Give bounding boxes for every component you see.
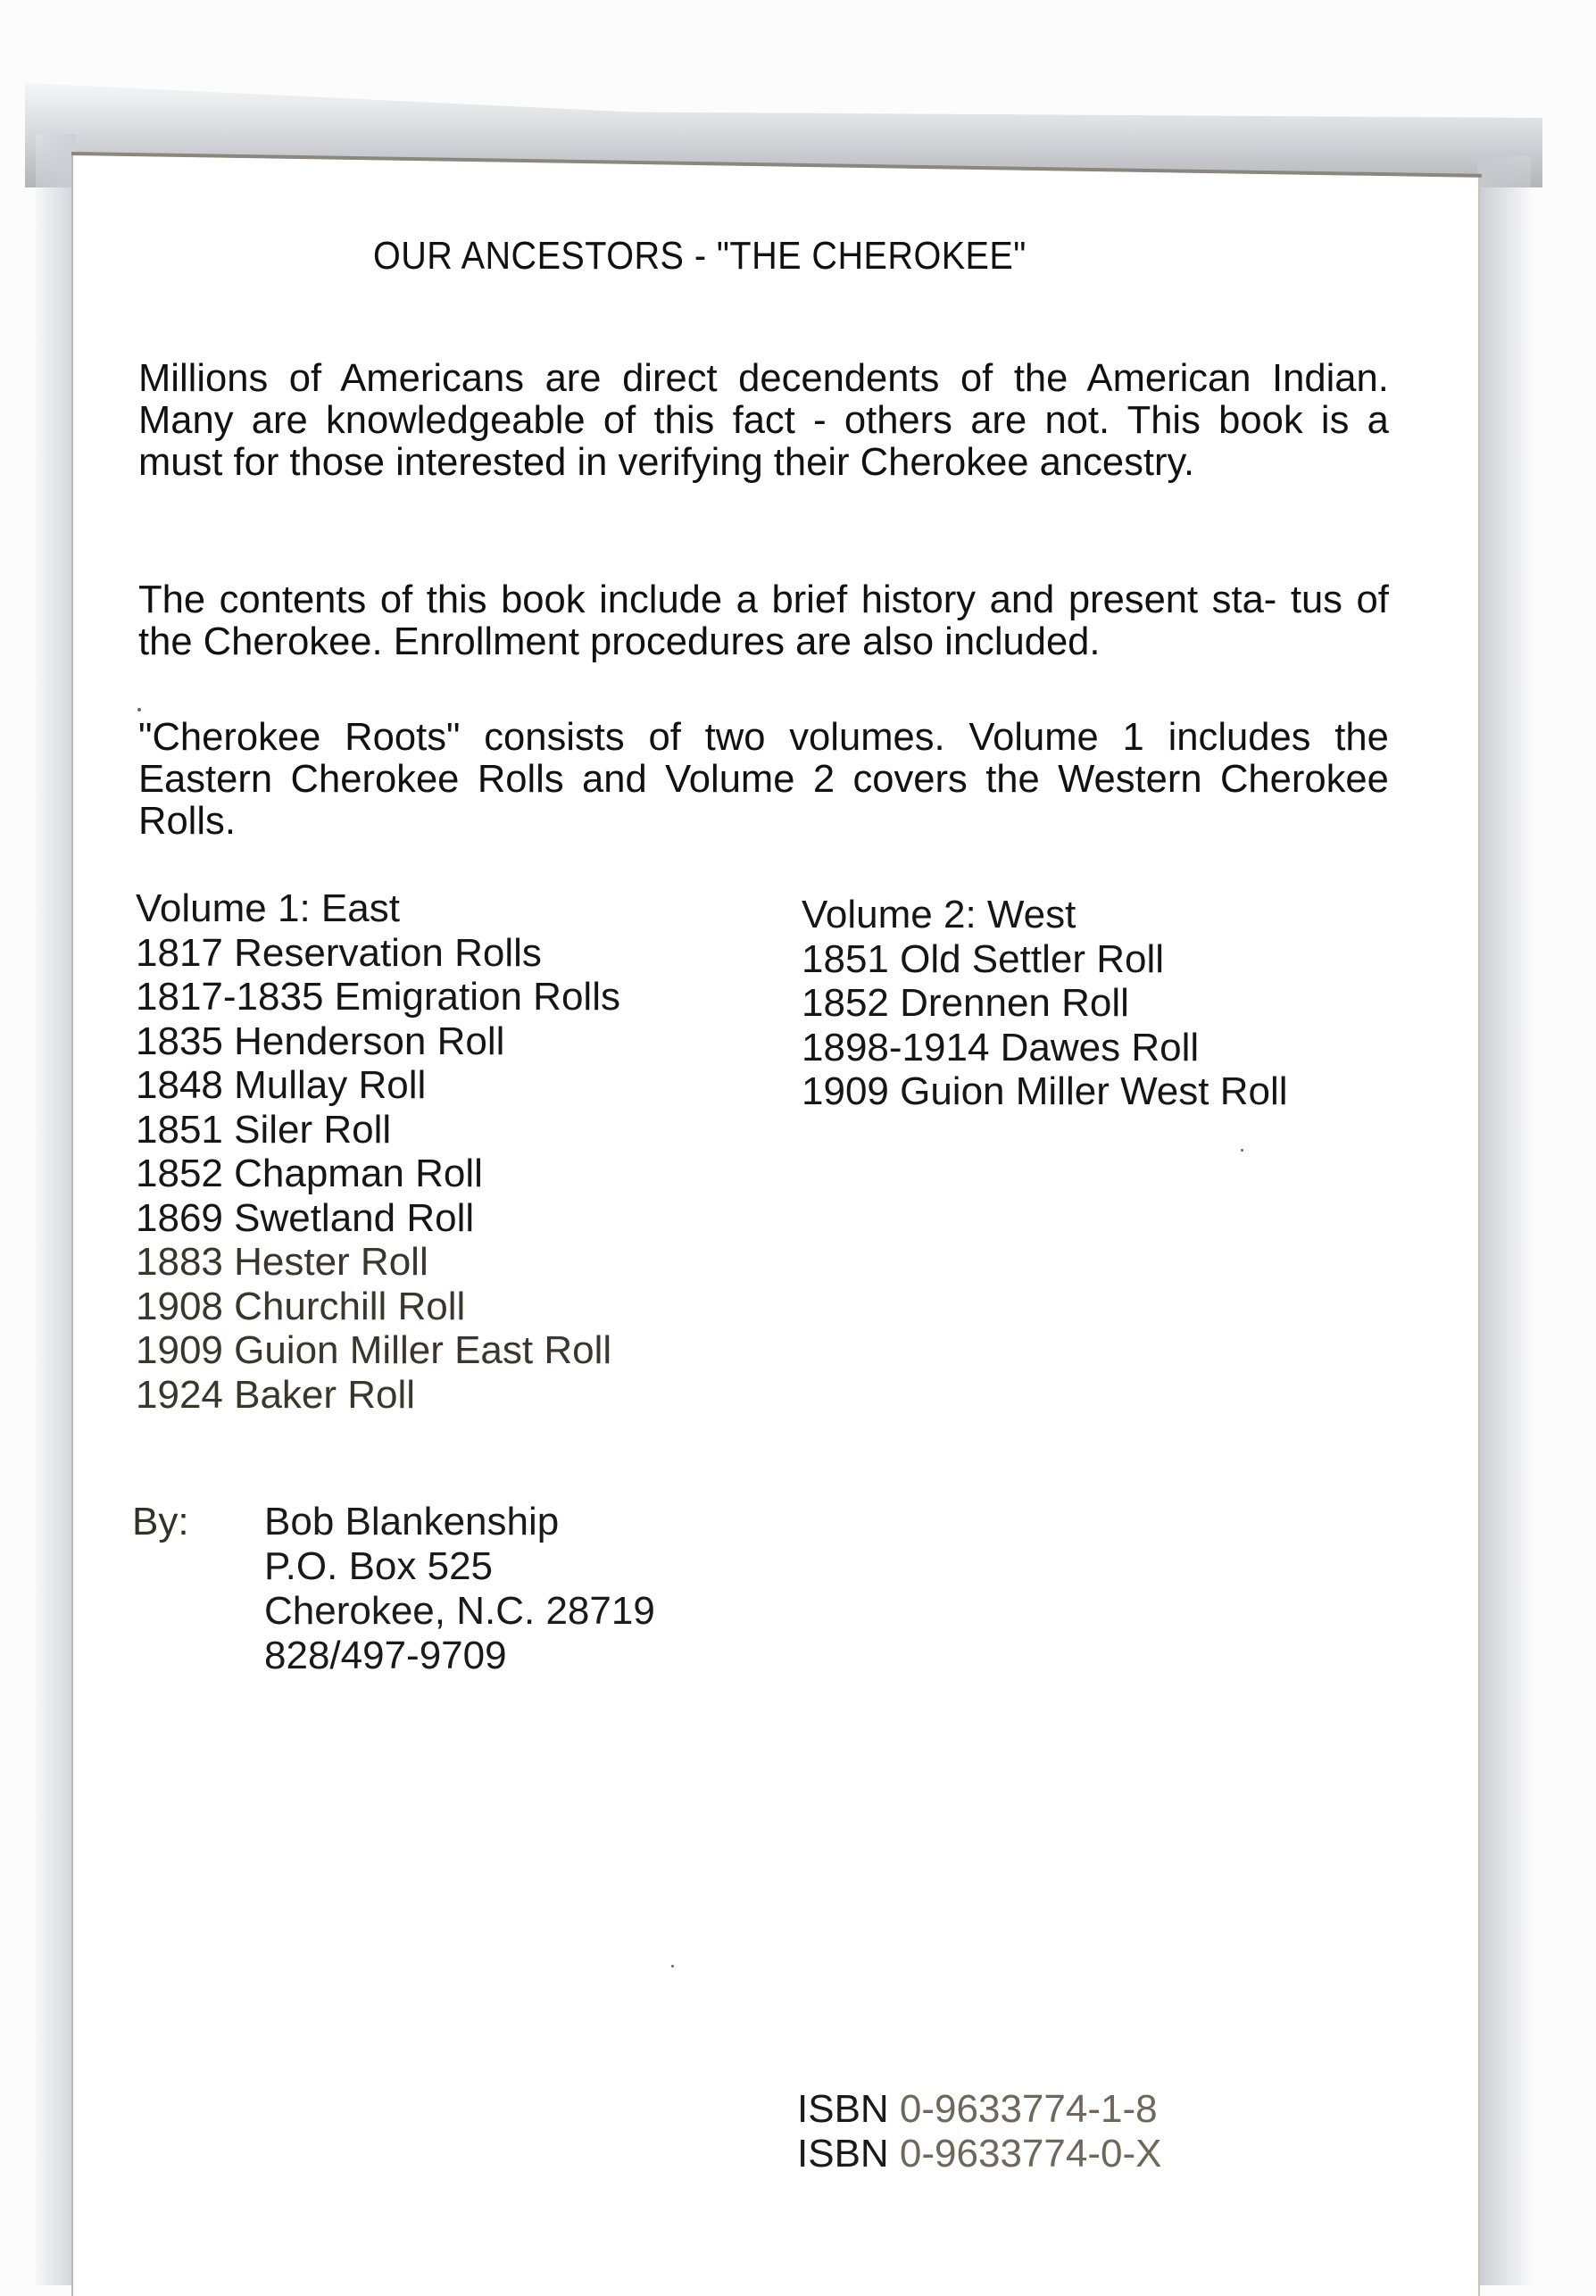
roll-item: 1852 Chapman Roll bbox=[136, 1152, 483, 1195]
page-shadow-left bbox=[36, 134, 76, 2285]
roll-item: 1852 Drennen Roll bbox=[802, 981, 1129, 1025]
isbn-number: 0-9633774-1-8 bbox=[899, 2087, 1158, 2131]
volume-east-list bbox=[136, 886, 620, 1417]
roll-item: 1883 Hester Roll bbox=[136, 1240, 428, 1284]
volume-west-list bbox=[802, 893, 1288, 1114]
roll-item: 1848 Mullay Roll bbox=[136, 1063, 427, 1107]
isbn-label: ISBN bbox=[797, 2132, 900, 2175]
roll-item: 1869 Swetland Roll bbox=[136, 1195, 475, 1240]
volume-east-heading: Volume 1: East bbox=[136, 886, 400, 930]
contents-paragraph bbox=[138, 578, 1401, 662]
isbn-line bbox=[797, 2132, 1161, 2176]
isbn-line bbox=[797, 2087, 1161, 2132]
cover-title: OUR ANCESTORS - "THE CHEROKEE" bbox=[373, 234, 1027, 278]
isbn-block bbox=[797, 2087, 1161, 2176]
author-phone: 828/497-9709 bbox=[264, 1634, 507, 1677]
roll-item: 1898-1914 Dawes Roll bbox=[802, 1025, 1200, 1069]
roll-item: 1851 Siler Roll bbox=[136, 1107, 392, 1152]
roll-item: 1909 Guion Miller West Roll bbox=[802, 1069, 1288, 1113]
print-speck bbox=[1241, 1149, 1243, 1152]
roll-item: 1908 Churchill Roll bbox=[136, 1284, 466, 1328]
print-speck bbox=[137, 708, 141, 711]
intro-paragraph-text: Millions of Americans are direct decendents of the American Indian. Many are knowledgeable of this fact - others are not. This book is a must for those interested in verifying their Cherokee ancestry. bbox=[138, 356, 1389, 484]
isbn-number: 0-9633774-0-X bbox=[899, 2132, 1162, 2175]
roll-item: 1924 Baker Roll bbox=[136, 1372, 416, 1417]
author-address-line2: Cherokee, N.C. 28719 bbox=[264, 1589, 655, 1633]
roll-item: 1835 Henderson Roll bbox=[136, 1019, 505, 1063]
author-name: Bob Blankenship bbox=[264, 1500, 560, 1543]
author-address-line1: P.O. Box 525 bbox=[264, 1544, 494, 1588]
page-shadow-right bbox=[1477, 156, 1531, 2285]
roll-item: 1817 Reservation Rolls bbox=[136, 930, 542, 975]
print-speck bbox=[671, 1965, 674, 1967]
author-contact bbox=[264, 1500, 655, 1678]
volume-west-heading: Volume 2: West bbox=[802, 893, 1076, 936]
isbn-label: ISBN bbox=[797, 2087, 900, 2131]
volumes-paragraph-text: "Cherokee Roots" consists of two volumes. Volume 1 includes the Eastern Cherokee Rolls and Volume 2 covers the Western Cherokee Rolls. bbox=[138, 715, 1389, 843]
roll-item: 1909 Guion Miller East Roll bbox=[136, 1328, 612, 1372]
roll-item: 1851 Old Settler Roll bbox=[802, 936, 1164, 981]
author-label: By: bbox=[132, 1500, 189, 1543]
volumes-paragraph bbox=[138, 716, 1401, 842]
contents-paragraph-text: The contents of this book include a brief history and present sta- tus of the Cherokee. Enrollment procedures are also included. bbox=[138, 578, 1389, 663]
roll-item: 1817-1835 Emigration Rolls bbox=[136, 975, 620, 1019]
intro-paragraph bbox=[138, 357, 1401, 483]
